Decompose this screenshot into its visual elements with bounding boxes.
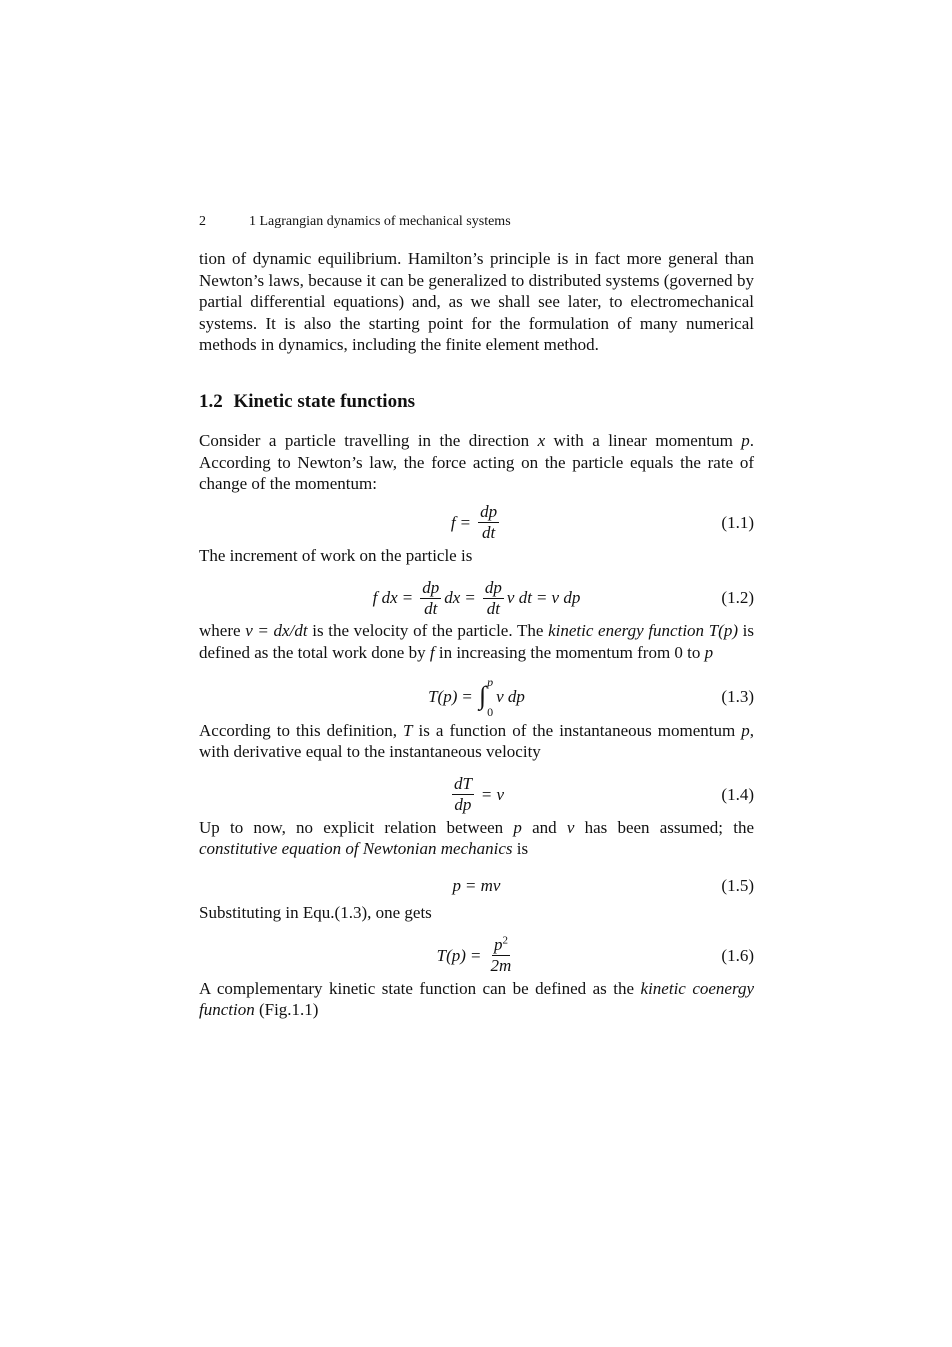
math-var: f xyxy=(429,642,435,662)
math-expr: T(p) xyxy=(708,621,738,641)
equation-number: (1.1) xyxy=(721,512,754,532)
eq-operator: = xyxy=(536,588,547,608)
eq-term: v dp xyxy=(551,588,581,608)
eq-term: T(p) xyxy=(436,945,466,965)
eq-term: f dx xyxy=(372,588,398,608)
page-number: 2 xyxy=(199,214,206,229)
emphasis-term: constitutive equation of Newtonian mechanics xyxy=(199,839,513,859)
intro-paragraph: tion of dynamic equilibrium. Hamilton’s principle is in fact more general than Newton’s laws, because it can be generalized to distributed systems (governed by partial differential equations) and, as we shall see later, to electromechanical systems. It is also the starting point for the formulation of many numerical methods in dynamics, including the finite element method. xyxy=(199,249,754,355)
text-run: is a function of the instantaneous momentum xyxy=(412,720,742,740)
math-expr: v = dx/dt xyxy=(245,621,308,641)
text-run: (Fig.1.1) xyxy=(254,1000,319,1020)
math-var: p xyxy=(741,430,750,450)
running-header xyxy=(199,214,754,234)
equation-number: (1.4) xyxy=(721,784,754,804)
text-run: . According to Newton’s law, the force acting on the particle equals the rate of change of the momentum: xyxy=(199,430,754,494)
fraction-numerator: dT xyxy=(453,774,472,794)
text-block xyxy=(199,214,754,1021)
eq-term: v dp xyxy=(496,686,525,706)
text-run: is xyxy=(512,839,529,859)
paragraph-6: Substituting in Equ.(1.3), one gets xyxy=(199,902,432,922)
equation-1-6 xyxy=(199,934,754,978)
equation-number: (1.6) xyxy=(721,945,754,965)
paragraph-4 xyxy=(199,720,754,763)
eq-term: v xyxy=(496,784,505,804)
fraction-denominator: 2m xyxy=(490,956,512,975)
equation-1-1 xyxy=(199,501,754,545)
text-run: A complementary kinetic state function can be defined as the xyxy=(199,978,641,998)
eq-operator: = xyxy=(466,875,476,895)
math-var: p xyxy=(704,642,714,662)
fraction-denominator: dt xyxy=(424,598,438,618)
equation-1-5 xyxy=(199,870,754,902)
lower-limit: 0 xyxy=(487,704,494,719)
text-run: with a linear momentum xyxy=(545,430,742,450)
fraction-denominator: dp xyxy=(454,795,472,815)
exponent: 2 xyxy=(502,934,508,947)
text-run: Up to now, no explicit relation between xyxy=(199,817,514,837)
eq-operator: = xyxy=(481,784,492,804)
text-run: is the velocity of the particle. The xyxy=(307,621,549,641)
equation-number: (1.5) xyxy=(721,875,754,895)
eq-fraction xyxy=(478,503,499,542)
paragraph-3 xyxy=(199,620,754,663)
math-var: p xyxy=(741,720,750,740)
fraction-numerator: dp xyxy=(480,502,498,522)
eq-operator: = xyxy=(465,588,475,608)
eq-term: v dt xyxy=(506,588,532,608)
fraction-denominator: dt xyxy=(482,523,496,543)
eq-term: mv xyxy=(480,875,501,895)
equation-1-2 xyxy=(199,576,754,620)
text-run: and xyxy=(521,817,567,837)
text-run: , with derivative equal to the instantaneous velocity xyxy=(199,720,754,762)
emphasis-term: kinetic energy function xyxy=(548,621,705,641)
integral xyxy=(479,676,493,718)
paragraph-7 xyxy=(199,978,754,1021)
equation-1-3 xyxy=(199,674,754,720)
math-var: T xyxy=(403,720,413,740)
eq-fraction xyxy=(420,579,441,618)
text-run: where xyxy=(199,621,246,641)
eq-fraction xyxy=(452,775,474,814)
fraction-numerator: dp xyxy=(484,577,502,597)
text-run: in increasing the momentum from 0 to xyxy=(434,642,705,662)
math-var: v xyxy=(566,817,575,837)
eq-operator: = xyxy=(402,588,413,608)
math-var: p xyxy=(513,817,522,837)
integral-limits xyxy=(487,676,493,718)
eq-operator: = xyxy=(462,686,472,706)
fraction-numerator xyxy=(492,936,510,956)
eq-term: f xyxy=(450,512,456,532)
eq-operator: = xyxy=(460,512,471,532)
text-run: is defined as the total work done by xyxy=(199,621,755,662)
equation-1-4 xyxy=(199,773,754,817)
section-heading xyxy=(199,390,754,414)
paragraph-5 xyxy=(199,817,754,860)
section-title: Kinetic state functions xyxy=(233,390,416,412)
eq-fraction xyxy=(489,936,514,975)
running-title: 1 Lagrangian dynamics of mechanical systems xyxy=(249,214,511,229)
eq-term: T(p) xyxy=(428,686,458,706)
upper-limit: p xyxy=(487,674,494,689)
text-run: has been assumed; the xyxy=(574,817,754,837)
eq-term: p xyxy=(452,875,462,895)
math-var: x xyxy=(537,430,546,450)
fraction-denominator: dt xyxy=(486,598,501,618)
equation-number: (1.3) xyxy=(721,686,754,706)
eq-term: dx xyxy=(444,588,461,608)
eq-operator: = xyxy=(470,945,481,965)
emphasis-term: kinetic coenergy function xyxy=(199,978,754,1020)
integral-sign-icon: ∫ xyxy=(478,680,487,710)
text-run: According to this definition, xyxy=(199,720,404,740)
section-number: 1.2 xyxy=(199,390,223,412)
numerator-base: p xyxy=(493,935,503,954)
equation-number: (1.2) xyxy=(721,588,754,608)
eq-fraction xyxy=(483,579,504,618)
paragraph-2: The increment of work on the particle is xyxy=(199,545,473,565)
text-run: Consider a particle travelling in the direction xyxy=(199,430,538,450)
paragraph-1 xyxy=(199,430,754,495)
fraction-numerator: dp xyxy=(422,577,440,597)
